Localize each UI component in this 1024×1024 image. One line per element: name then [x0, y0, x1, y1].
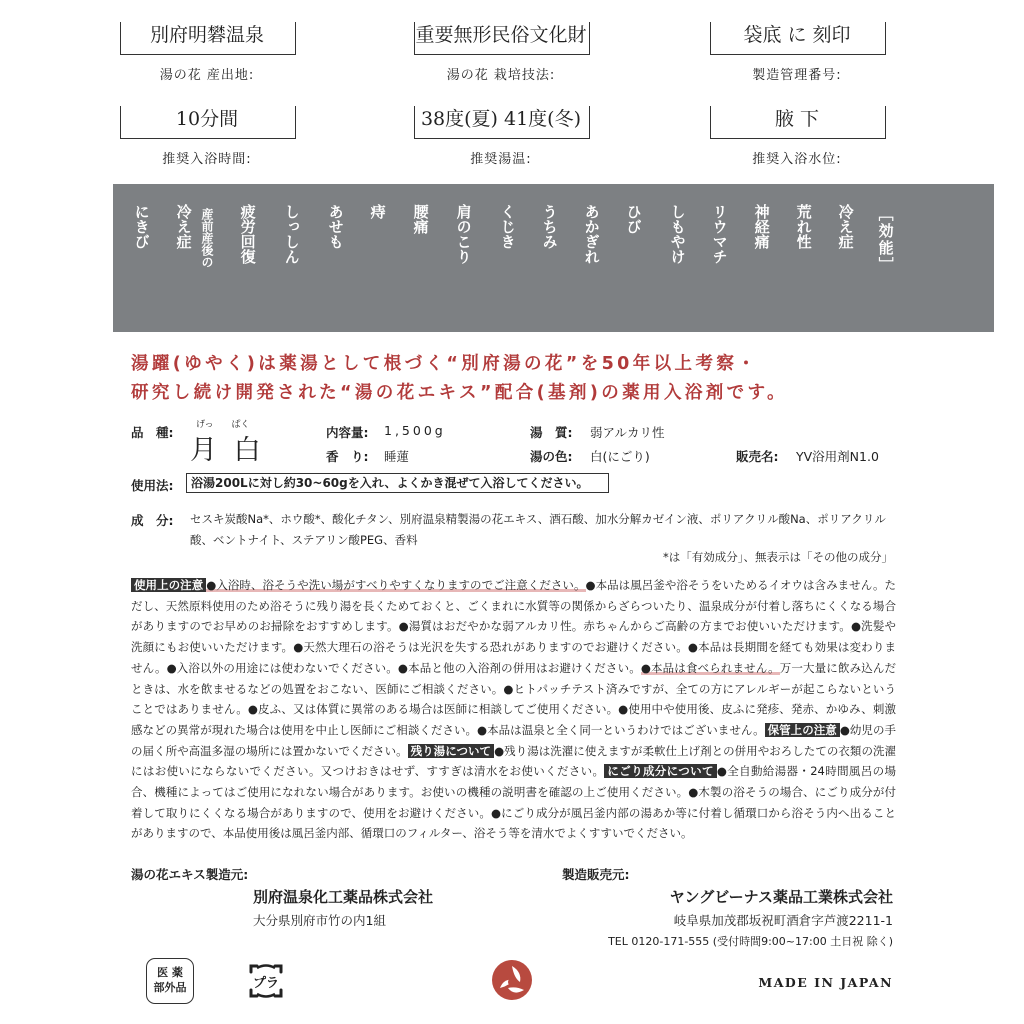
effect-item: 産前産後の [200, 208, 214, 268]
ingredients-text: セスキ炭酸Na*、ホウ酸*、酸化チタン、別府温泉精製湯の花エキス、酒石酸、加水分解カゼイン液、ポリアクリル酸Na、ポリアクリル酸、ベントナイト、ステアリン酸PEG、香料 [190, 512, 886, 547]
scent-label: 香 り: [326, 449, 369, 464]
scent-value: 睡蓮 [384, 449, 410, 464]
effect-item: 疲労回復 [238, 204, 257, 264]
storage-text: ●幼児の手の届く所や高温多湿の場所には置かないでください。 [131, 722, 897, 758]
plastic-recycle-icon [243, 958, 289, 1004]
usage-label: 使用法: [131, 478, 174, 493]
volume-value: 1,500g [384, 423, 446, 438]
cultivation-method-label: 湯の花 栽培技法: [446, 68, 556, 83]
sales-name-label: 販売名: [736, 449, 779, 464]
effect-item: リウマチ [710, 204, 729, 264]
volume-label: 内容量: [326, 425, 369, 440]
quasi-drug-icon [146, 958, 194, 1004]
effect-item: あせも [326, 204, 345, 249]
color-value: 白(にごり) [590, 449, 650, 464]
quasi-drug-line-1: 医 薬 [157, 966, 183, 979]
recycle-label: プラ [252, 976, 279, 991]
brand-logo-icon [490, 958, 534, 1002]
seller-label: 製造販売元: [562, 867, 630, 882]
effect-item: しもやけ [668, 204, 687, 264]
effect-item: あかぎれ [582, 204, 601, 264]
bath-time-label: 推奨入浴時間: [162, 152, 252, 167]
ingredients-label: 成 分: [131, 513, 174, 528]
quality-label: 湯 質: [530, 425, 573, 440]
effect-item: 冷え症 [174, 204, 193, 249]
hot-spring-source-label: 湯の花 産出地: [159, 68, 255, 83]
precaution-body-2: 万一大量に飲み込んだときは、水を飲ませるなどの処置をおこない、医師にご相談ください。●ヒトパッチテスト済みですが、全ての方にアレルギーが起こらないということではありません。●皮ふ、又は体質に異常のある場合は医師に相談してご使用ください。●使用中や使用後、皮ふに発疹、発赤、かゆみ、刺激感などの異常が現れた場合は使用を中止し医師にご相談ください。●本品は温泉と全く同一というわけではございません。 [131, 660, 896, 737]
cloudy-ingredients-text: ●全自動給湯器・24時間風呂の場合、機種によってはご使用になれない場合があります。お使いの機種の説明書を確認の上ご使用ください。●木製の浴そうの場合、にごり成分が付着して取りにくくなる場合がありますので、使用をお避けください。●にごり成分が風呂釜内部の湯あか等に付着し循環口から浴そう内へ出ることがありますので、本品使用後は風呂釜内部、循環口のフィルター、浴そう等を清水でよくすすいでください。 [131, 764, 896, 841]
effect-item: しっしん [282, 204, 301, 264]
extract-maker-address: 大分県別府市竹の内1組 [253, 913, 386, 928]
extract-maker-label: 湯の花エキス製造元: [131, 867, 249, 882]
tag-storage-precautions: 保管上の注意 [765, 723, 840, 737]
effect-item: 腰痛 [411, 204, 430, 234]
tag-cloudy-ingredients: にごり成分について [604, 764, 716, 778]
usage-text: 浴湯200Lに対し約30~60gを入れ、よくかき混ぜて入浴してください。 [186, 473, 609, 493]
quality-value: 弱アルカリ性 [590, 425, 665, 440]
effect-item: にきび [132, 204, 151, 249]
variety-ruby: げっ ぱく [196, 420, 250, 430]
quasi-drug-line-2: 部外品 [153, 981, 187, 994]
effects-heading: ［効能］ [876, 206, 895, 274]
tag-usage-precautions: 使用上の注意 [131, 578, 206, 592]
leftover-water-text: ●残り湯は洗濯に使えますが柔軟仕上げ剤との併用やおろしたての衣類の洗濯にはお使いにならないでください。又つけおきはせず、すすぎは清水をお使いください。 [131, 743, 896, 779]
bath-time-value: 10分間 [175, 108, 239, 130]
hot-spring-source-value: 別府明礬温泉 [149, 24, 264, 46]
lot-number-value: 袋底 に 刻印 [743, 24, 851, 46]
tag-leftover-water: 残り湯について [408, 744, 494, 758]
effect-item: 冷え症 [836, 204, 855, 249]
effect-item: 痔 [368, 204, 387, 219]
seller-name: ヤングビーナス薬品工業株式会社 [669, 888, 893, 906]
intro-line-2: 研究し続け開発された“湯の花エキス”配合(基剤)の薬用入浴剤です。 [131, 383, 788, 403]
cultivation-method-value: 重要無形民俗文化財 [415, 24, 587, 46]
precaution-not-edible: ●本品は食べられません。 [640, 660, 780, 675]
effect-item: くじき [498, 204, 517, 249]
seller-address: 岐阜県加茂郡坂祝町酒倉字芦渡2211-1 [673, 913, 893, 928]
effect-item: うちみ [540, 204, 559, 249]
lot-number-label: 製造管理番号: [752, 68, 842, 83]
variety-value: 月 白 [190, 435, 265, 466]
water-temp-value: 38度(夏) 41度(冬) [420, 108, 582, 130]
effect-item: ひび [624, 204, 643, 234]
variety-label: 品 種: [131, 425, 174, 440]
water-level-label: 推奨入浴水位: [752, 152, 842, 167]
intro-line-1: 湯躍(ゆやく)は薬湯として根づく“別府湯の花”を50年以上考察・ [131, 354, 759, 374]
extract-maker-name: 別府温泉化工薬品株式会社 [253, 888, 434, 906]
effect-item: 神経痛 [752, 204, 771, 249]
made-in-japan: MADE IN JAPAN [758, 975, 893, 990]
precautions-text [131, 575, 896, 844]
ingredients-note: *は「有効成分」、無表示は「その他の成分」 [663, 550, 893, 564]
precaution-body: ●本品は風呂釜や浴そうをいためるイオウは含みません。ただし、天然原料使用のため浴そうに残り湯を長くためておくと、ごくまれに水質等の関係からざらついたり、温泉成分が付着し落ちにくくなる場合がありますのでお早めのお掃除をおすすめします。●湯質はおだやかな弱アルカリ性。赤ちゃんからご高齢の方までお使いいただけます。●洗髪や洗顔にもお使いいただけます。●天然大理石の浴そうは光沢を失する恐れがありますのでお避けください。●本品は長期間を経ても効果は変わりません。●入浴以外の用途には使わないでください。●本品と他の入浴剤の併用はお避けください。 [131, 578, 896, 675]
effect-item: 荒れ性 [794, 204, 813, 249]
precaution-slippery: ●入浴時、浴そうや洗い場がすべりやすくなりますのでご注意ください。 [206, 578, 586, 592]
water-temp-label: 推奨湯温: [470, 152, 532, 167]
color-label: 湯の色: [530, 449, 573, 464]
sales-name-value: YV浴用剤N1.0 [796, 449, 879, 464]
seller-tel: TEL 0120-171-555 (受付時間9:00~17:00 土日祝 除く) [608, 935, 893, 948]
water-level-value: 腋 下 [774, 108, 820, 130]
effect-item: 肩のこり [454, 204, 473, 264]
effects-band [113, 184, 994, 332]
